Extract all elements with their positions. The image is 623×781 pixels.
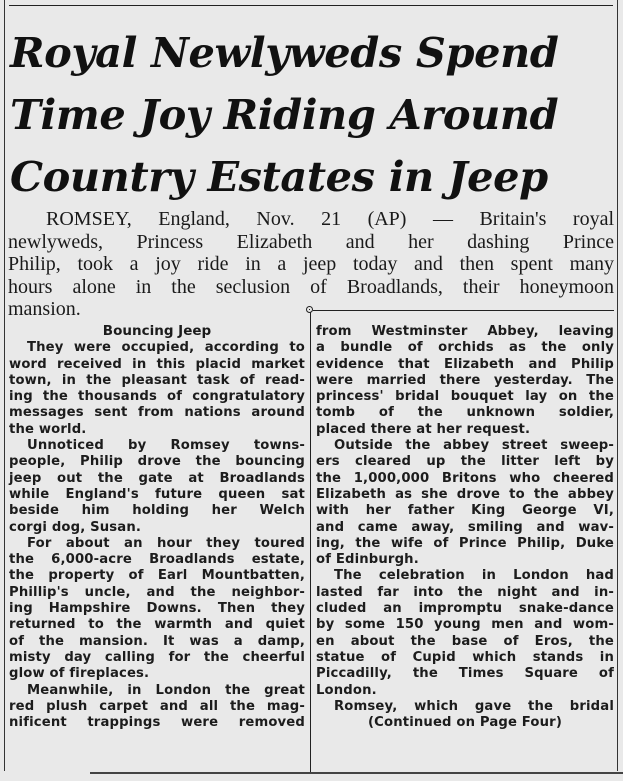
body-line: statue of Cupid which stands in	[316, 649, 614, 665]
body-line: en about the base of Eros, the	[316, 633, 614, 649]
body-line: people, Philip drove the bouncing	[9, 454, 305, 470]
body-line: princess' bridal bouquet lay on the	[316, 389, 614, 405]
headline-line: Royal Newlyweds Spend	[10, 28, 559, 77]
body-line: misty day calling for the cheerful	[9, 649, 305, 665]
body-line: The celebration in London had	[334, 568, 614, 584]
column-divider	[310, 311, 311, 772]
body-line: cluded an impromptu snake-dance	[316, 601, 614, 617]
body-line: They were occupied, according to	[27, 340, 305, 356]
body-line: ing, the wife of Prince Philip, Duke	[316, 535, 614, 551]
body-line: Unnoticed by Romsey towns-	[27, 438, 305, 454]
body-line: returned to the warmth and quiet	[9, 617, 305, 633]
body-line: Meanwhile, in London the great	[27, 682, 305, 698]
lead-line: hours alone in the seclusion of Broadlands, their honeymoon	[8, 275, 614, 298]
body-line: Phillip's uncle, and the neighbor-	[9, 584, 305, 600]
body-line: tomb of the unknown soldier,	[316, 405, 614, 421]
body-line: messages sent from nations around	[9, 405, 305, 421]
body-line: jeep out the gate at Broadlands	[9, 470, 305, 486]
headline-line: Time Joy Riding Around	[10, 90, 559, 139]
bottom-rule	[90, 772, 623, 774]
column-top-rule	[313, 310, 614, 311]
body-line: from Westminster Abbey, leaving	[316, 324, 614, 339]
body-line: the 1,000,000 Britons who cheered	[316, 470, 614, 486]
right-column	[316, 324, 614, 731]
body-line: while England's future queen sat	[9, 486, 305, 502]
top-rule	[9, 5, 613, 6]
body-line: Piccadilly, the Times Square of	[316, 666, 614, 682]
body-line: ers cleared up the litter left by	[316, 454, 614, 470]
headline-line: Country Estates in Jeep	[10, 152, 548, 201]
body-line: placed there at her request.	[316, 421, 531, 437]
body-line: beside him holding her Welch	[9, 503, 305, 519]
body-line: red plush carpet and all the mag-	[9, 698, 305, 714]
continuation-line: (Continued on Page Four)	[367, 715, 562, 731]
body-line: evidence that Elizabeth and Philip	[316, 356, 614, 372]
body-line: of Edinburgh.	[316, 552, 419, 568]
body-line: ing Hampshire Downs. Then they	[9, 601, 305, 617]
divider-ornament	[306, 306, 313, 313]
body-line: the world.	[9, 421, 87, 437]
body-line: town, in the pleasant task of read-	[9, 372, 305, 388]
lead-paragraph	[8, 208, 614, 321]
body-line: the 6,000-acre Broadlands estate,	[9, 552, 305, 568]
body-line: Elizabeth as she drove to the abbey	[316, 486, 614, 502]
body-line: ing the thousands of congratulatory	[9, 389, 305, 405]
body-line: Outside the abbey street sweep-	[334, 438, 614, 454]
body-line: glow of fireplaces.	[9, 666, 150, 682]
body-line: by some 150 young men and wom-	[316, 617, 614, 633]
headline	[10, 22, 618, 208]
body-line: corgi dog, Susan.	[9, 519, 142, 535]
lead-line: mansion.	[8, 298, 81, 320]
lead-line: newlyweds, Princess Elizabeth and her dashing Prince	[8, 230, 614, 253]
body-line: lasted far into the night and in-	[316, 584, 614, 600]
body-line: and came away, smiling and wav-	[316, 519, 614, 535]
left-border-rule	[4, 0, 5, 771]
body-line: were married there yesterday. The	[316, 372, 614, 388]
body-line: London.	[316, 682, 377, 698]
body-line: Romsey, which gave the bridal	[334, 698, 614, 714]
body-line: with her father King George VI,	[316, 503, 614, 519]
body-line: For about an hour they toured	[27, 535, 305, 551]
lead-line: ROMSEY, England, Nov. 21 (AP) — Britain's royal	[46, 208, 614, 230]
body-line: nificent trappings were removed	[9, 715, 305, 731]
body-line: word received in this placid market	[9, 356, 305, 372]
lead-line: Philip, took a joy ride in a jeep today and then spent many	[8, 253, 614, 275]
body-line: the property of Earl Mountbatten,	[9, 568, 305, 584]
left-column	[9, 323, 305, 731]
body-line: a bundle of orchids as the only	[316, 340, 614, 356]
subhead: Bouncing Jeep	[102, 323, 212, 339]
body-line: of the mansion. It was a damp,	[9, 633, 305, 649]
